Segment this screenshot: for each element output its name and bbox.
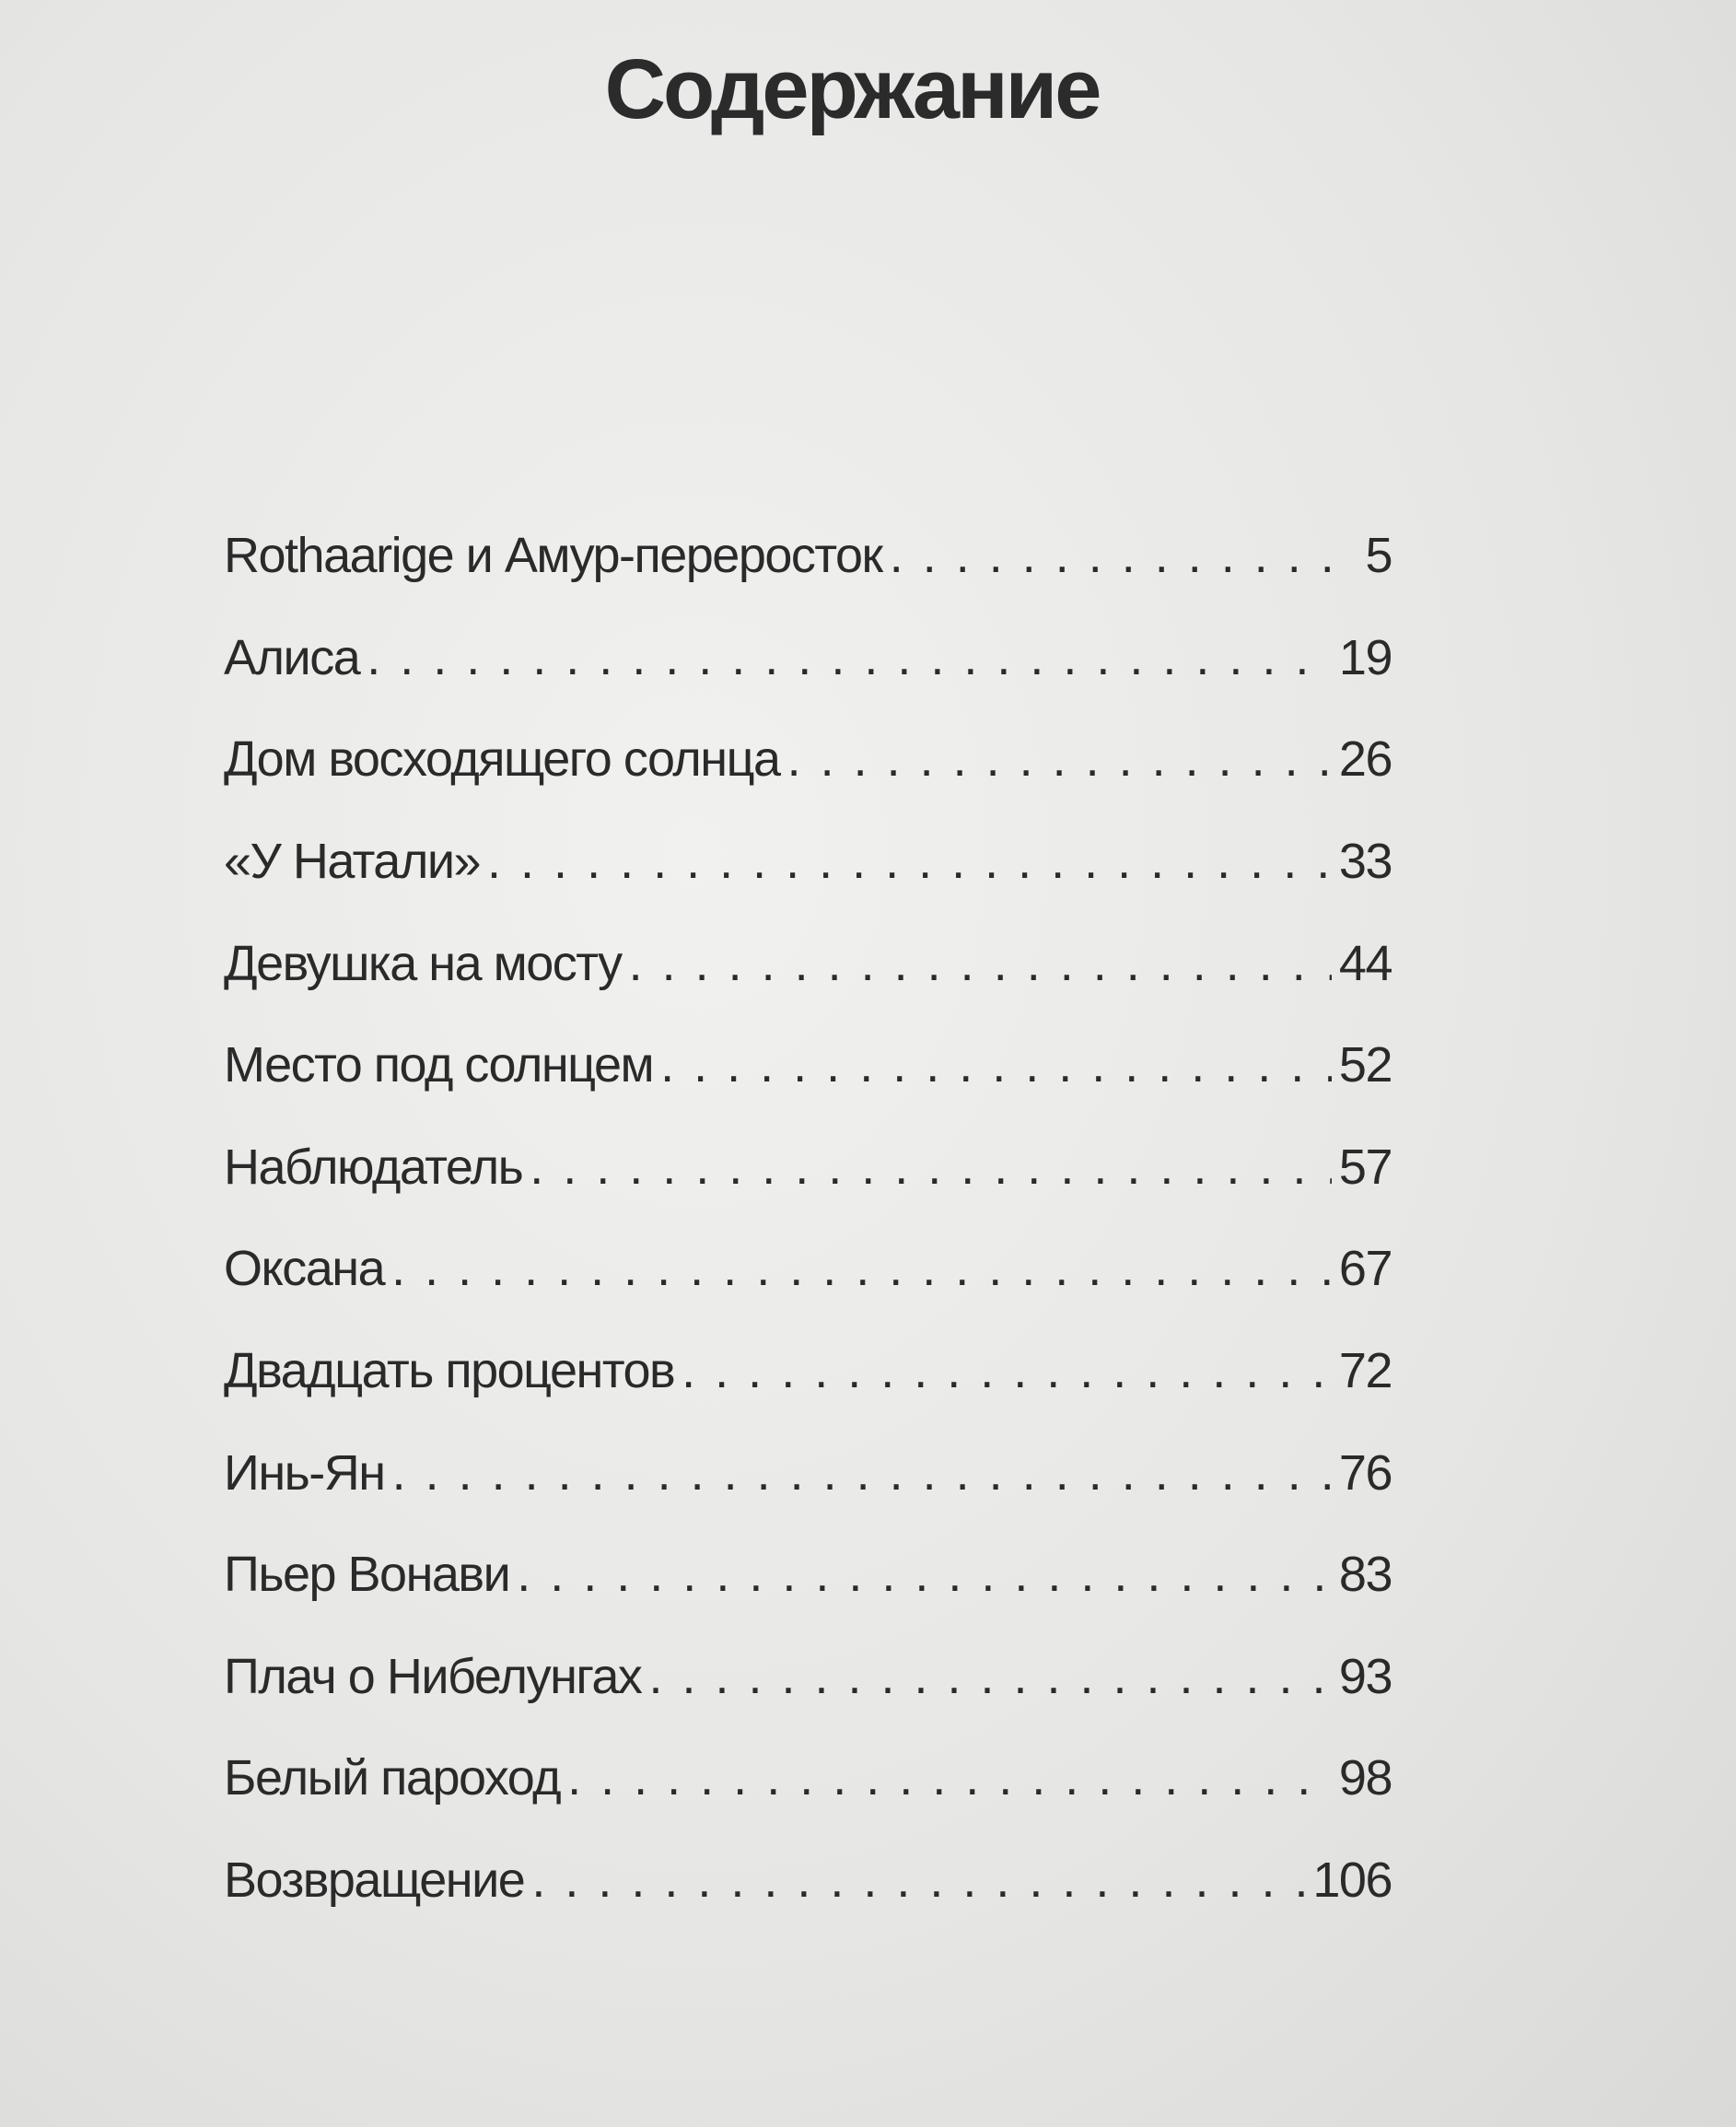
toc-entry-page: 57 (1338, 1139, 1392, 1195)
toc-entry-title: Двадцать процентов (224, 1343, 675, 1399)
toc-entry (224, 505, 1392, 607)
toc-entry-title: Дом восходящего солнца (224, 731, 780, 788)
dot-leader (890, 527, 1358, 584)
toc-entry (224, 1524, 1392, 1626)
toc-entry-page: 93 (1338, 1648, 1392, 1704)
dot-leader (682, 1342, 1332, 1399)
toc-entry-page: 52 (1338, 1037, 1392, 1093)
dot-leader (530, 1139, 1332, 1196)
dot-leader (567, 1749, 1332, 1806)
toc-entry-title: Плач о Нибелунгах (224, 1648, 642, 1704)
toc-entry-page: 5 (1365, 528, 1392, 584)
dot-leader (629, 935, 1332, 992)
toc-entry-title: Возвращение (224, 1852, 525, 1909)
toc-entry-page: 83 (1338, 1547, 1392, 1603)
toc-entry-title: Алиса (224, 629, 360, 685)
dot-leader (531, 1852, 1305, 1909)
table-of-contents (224, 505, 1392, 1931)
toc-entry-page: 72 (1338, 1343, 1392, 1399)
toc-entry-page: 26 (1338, 731, 1392, 788)
dot-leader (367, 629, 1332, 686)
dot-leader (660, 1036, 1332, 1093)
toc-entry-title: Белый пароход (224, 1750, 561, 1806)
toc-entry (224, 1727, 1392, 1829)
toc-entry-page: 33 (1338, 834, 1392, 890)
toc-entry (224, 708, 1392, 811)
toc-entry (224, 1829, 1392, 1932)
toc-entry (224, 1014, 1392, 1116)
toc-entry (224, 811, 1392, 913)
dot-leader (648, 1648, 1331, 1705)
toc-entry-page: 67 (1338, 1241, 1392, 1297)
toc-entry-title: Девушка на мосту (224, 935, 622, 991)
toc-entry-title: Место под солнцем (224, 1037, 654, 1093)
page-title: Содержание (604, 42, 1100, 136)
dot-leader (392, 1444, 1332, 1502)
toc-entry-title: Оксана (224, 1241, 385, 1297)
toc-entry-page: 76 (1338, 1444, 1392, 1501)
toc-entry-title: Пьер Вонави (224, 1547, 510, 1603)
toc-entry (224, 1116, 1392, 1219)
dot-leader (787, 730, 1332, 788)
toc-entry-page: 98 (1338, 1750, 1392, 1806)
toc-entry (224, 1320, 1392, 1422)
toc-entry (224, 607, 1392, 709)
toc-entry-title: Rothaarige и Амур-переросток (224, 528, 882, 584)
toc-entry-title: «У Натали» (224, 834, 481, 890)
toc-entry-title: Инь-Ян (224, 1444, 385, 1501)
dot-leader (517, 1546, 1332, 1603)
dot-leader (487, 833, 1332, 890)
dot-leader (391, 1240, 1332, 1297)
toc-entry (224, 1218, 1392, 1320)
toc-entry-page: 106 (1312, 1852, 1392, 1909)
toc-entry (224, 1626, 1392, 1728)
toc-entry (224, 1421, 1392, 1524)
toc-entry-page: 19 (1338, 629, 1392, 685)
toc-entry-title: Наблюдатель (224, 1139, 523, 1195)
toc-entry (224, 912, 1392, 1014)
toc-entry-page: 44 (1338, 935, 1392, 991)
